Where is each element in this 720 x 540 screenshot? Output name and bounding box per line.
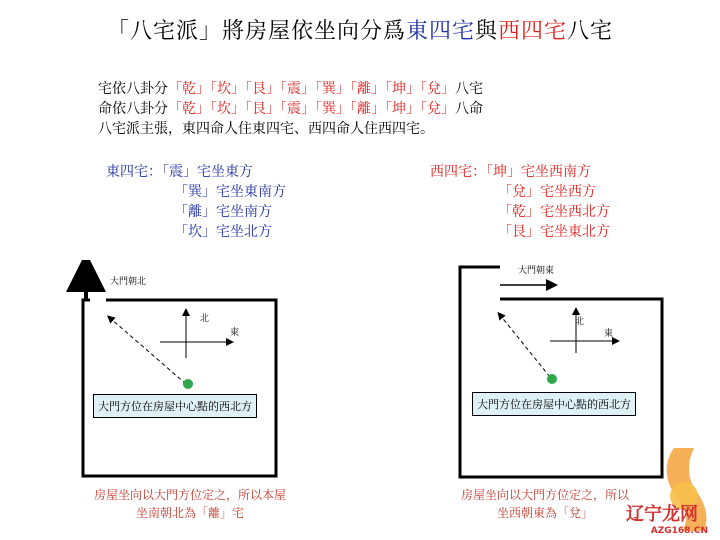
west-list	[430, 162, 610, 242]
west-row-3: 「乾」宅坐西北方	[498, 204, 610, 220]
left-door-label: 大門朝北	[110, 277, 147, 287]
east-row-2: 「巽」宅坐東南方	[174, 184, 286, 200]
east-row-1: 東四宅：「震」宅坐東方	[106, 164, 253, 180]
east-row-4: 「坎」宅坐北方	[174, 224, 272, 240]
dashed-direction-line-right	[500, 315, 550, 377]
right-caption: 房屋坐向以大門方位定之，所以 坐西朝東為「兌」	[460, 488, 629, 520]
center-point-right	[547, 374, 557, 384]
center-point	[183, 379, 193, 389]
east-row-3: 「離」宅坐南方	[174, 204, 272, 220]
title-part1: 「八宅派」將房屋依坐向分爲	[106, 19, 406, 44]
west-row-1: 西四宅：「坤」宅坐西南方	[430, 164, 591, 180]
right-box-label: 大門方位在房屋中心點的西北方	[472, 392, 636, 416]
east-list	[106, 162, 286, 242]
right-east-label: 東	[604, 329, 614, 339]
dashed-direction-line	[110, 318, 186, 384]
left-box-label: 大門方位在房屋中心點的西北方	[93, 394, 257, 418]
west-row-2: 「兌」宅坐西方	[498, 184, 596, 200]
intro-line1: 宅依八卦分「乾」「坎」「艮」「震」「巽」「離」「坤」「兌」八宅	[98, 81, 483, 97]
left-north-label: 北	[200, 314, 210, 324]
left-house-diagram	[0, 260, 360, 490]
left-caption: 房屋坐向以大門方位定之，所以本屋 坐南朝北為「離」宅	[93, 488, 286, 520]
west-row-4: 「艮」宅坐東北方	[498, 224, 610, 240]
title-mid: 與	[474, 19, 498, 44]
title-end: 八宅	[567, 19, 614, 44]
logo-text: 辽宁龙网	[626, 504, 698, 525]
right-north-label: 北	[575, 317, 585, 327]
title-west: 西四宅	[498, 19, 568, 44]
intro-line2: 命依八卦分「乾」「坎」「艮」「震」「巽」「離」「坤」「兌」八命	[98, 101, 483, 117]
logo-url: AZG168.CN	[650, 526, 708, 536]
right-door-label: 大門朝東	[518, 266, 555, 276]
intro-line3: 八宅派主張，東四命人住東四宅、西四命人住西四宅。	[98, 121, 434, 137]
title-east: 東四宅	[405, 19, 475, 44]
page-title	[0, 14, 720, 45]
left-east-label: 東	[230, 328, 240, 338]
